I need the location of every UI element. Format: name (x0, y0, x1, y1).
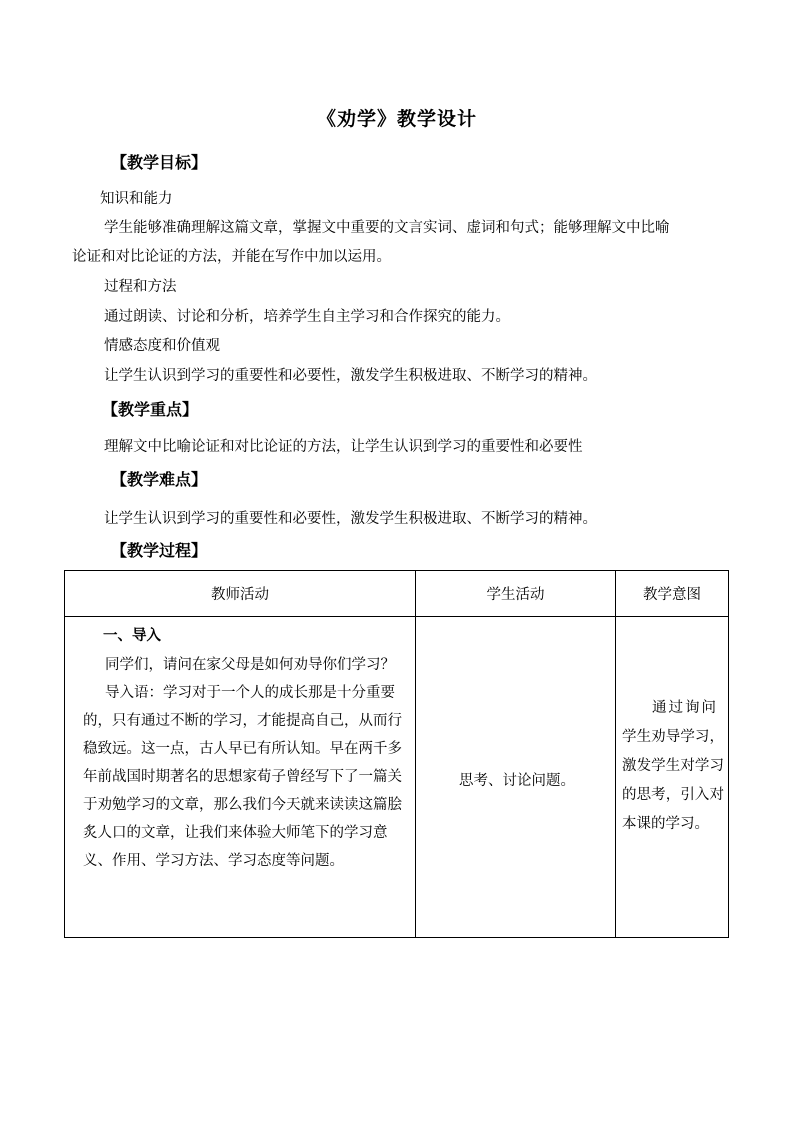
header-teacher-activity: 教师活动 (211, 587, 269, 603)
intro-speech: 导入语：学习对于一个人的成长那是十分重要的，只有通过不断的学习，才能提高自己，从而行稳致远。这一点，古人早已有所认知。早在两千多年前战国时期著名的思想家荀子曾经写下了一篇关于劝勉学习的文章，那么我们今天就来读读这篇脍炙人口的文章，让我们来体验大师笔下的学习意义、作用、学习方法、学习态度等问题。 (83, 685, 402, 869)
intent-rest: 学生劝导学习，激发学生对学习的思考，引入对本课的学习。 (622, 729, 724, 832)
process-heading: 【教学过程】 (111, 541, 208, 560)
knowledge-label: 知识和能力 (100, 191, 173, 207)
column-divider (415, 571, 416, 937)
emotion-label: 情感态度和价值观 (104, 338, 220, 354)
teacher-activity-cell (83, 621, 413, 875)
header-divider (65, 616, 728, 617)
intent-line1: 通过询问 (652, 700, 718, 716)
student-activity-cell: 思考、讨论问题。 (459, 773, 575, 789)
objectives-heading: 【教学目标】 (111, 153, 208, 172)
key-text: 理解文中比喻论证和对比论证的方法，让学生认识到学习的重要性和必要性 (104, 439, 583, 455)
key-heading: 【教学重点】 (102, 400, 199, 419)
header-teaching-intent: 教学意图 (643, 587, 701, 603)
header-student-activity: 学生活动 (486, 587, 545, 603)
difficulty-heading: 【教学难点】 (111, 470, 208, 489)
knowledge-text-line2: 论证和对比论证的方法，并能在写作中加以运用。 (72, 249, 391, 265)
difficulty-text: 让学生认识到学习的重要性和必要性，激发学生积极进取、不断学习的精神。 (104, 511, 597, 527)
process-text: 通过朗读、讨论和分析，培养学生自主学习和合作探究的能力。 (104, 309, 510, 325)
emotion-text: 让学生认识到学习的重要性和必要性，激发学生积极进取、不断学习的精神。 (104, 368, 597, 384)
document-title: 《劝学》教学设计 (316, 108, 477, 130)
intro-question: 同学们，请问在家父母是如何劝导你们学习？ (105, 657, 395, 673)
process-label: 过程和方法 (104, 279, 177, 295)
column-divider (615, 571, 616, 937)
lesson-process-table (64, 570, 729, 938)
teaching-intent-cell (622, 694, 724, 839)
intro-subtitle: 一、导入 (103, 628, 161, 644)
knowledge-text-line1: 学生能够准确理解这篇文章，掌握文中重要的文言实词、虚词和句式；能够理解文中比喻 (104, 220, 670, 236)
